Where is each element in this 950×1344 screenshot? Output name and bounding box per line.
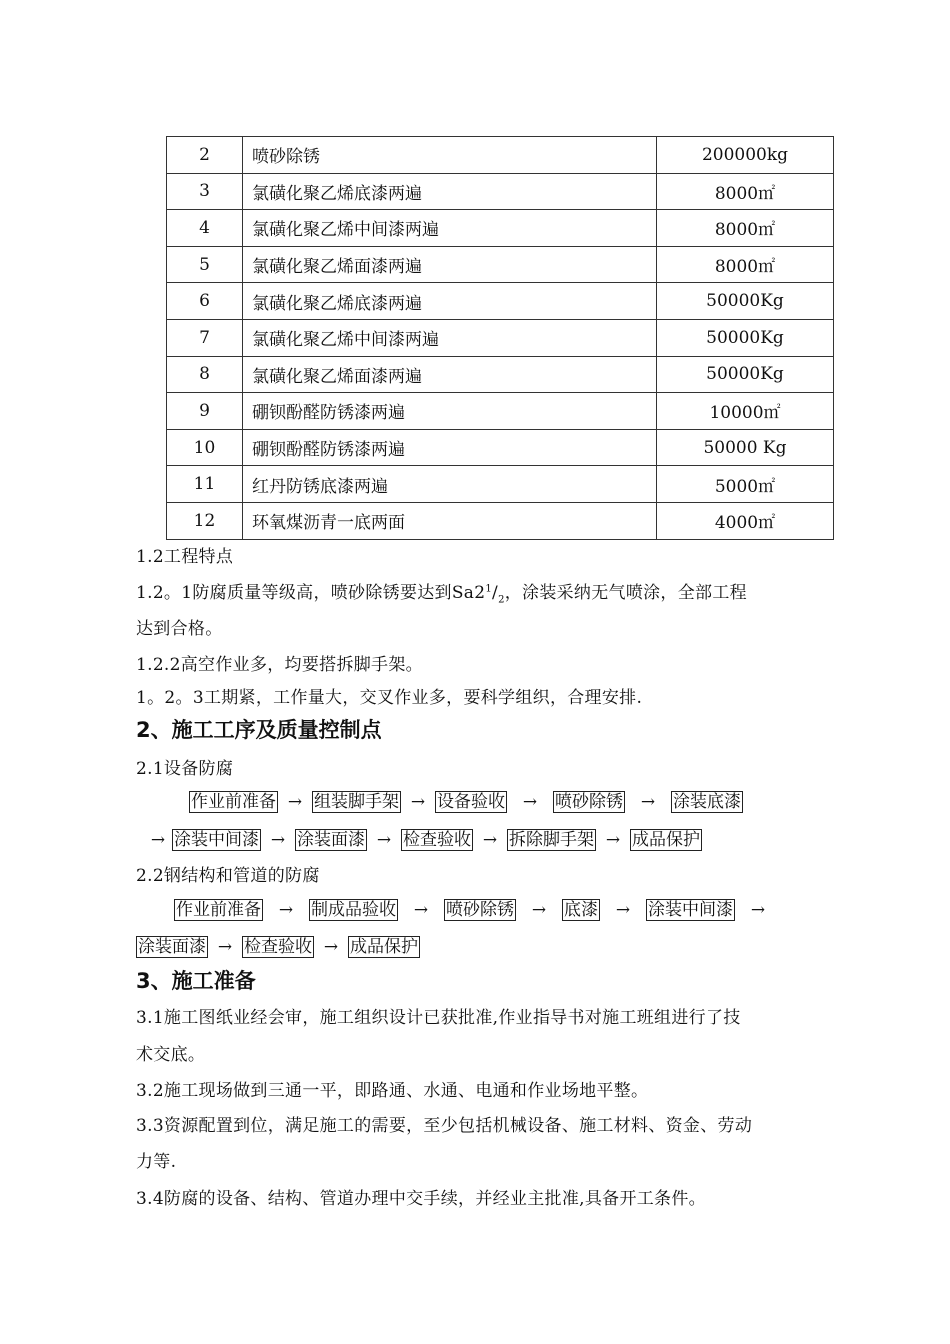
item-name-cell: 硼钡酚醛防锈漆两遍 xyxy=(243,429,657,466)
flow-step: 组装脚手架 xyxy=(314,792,399,812)
quantity-cell: 50000 Kg xyxy=(657,429,834,466)
flow-step: 涂装底漆 xyxy=(673,792,741,812)
arrow-icon: → xyxy=(376,830,392,850)
quantity-cell: 50000Kg xyxy=(657,283,834,320)
table-row xyxy=(167,210,834,247)
row-number-cell: 11 xyxy=(167,466,243,503)
arrow-icon: → xyxy=(270,830,286,850)
quantity-cell: 5000㎡ xyxy=(657,466,834,503)
paragraph-1-2-1 xyxy=(136,578,747,605)
arrow-icon: → xyxy=(605,830,621,850)
quantity-cell: 10000㎡ xyxy=(657,393,834,430)
quantity-cell: 8000㎡ xyxy=(657,210,834,247)
row-number-cell: 8 xyxy=(167,356,243,393)
paragraph-3-2: 3.2施工现场做到三通一平，即路通、水通、电通和作业场地平整。 xyxy=(136,1081,649,1101)
row-number-cell: 2 xyxy=(167,137,243,174)
arrow-icon: → xyxy=(413,900,429,920)
row-number-cell: 10 xyxy=(167,429,243,466)
item-name-cell: 氯磺化聚乙烯底漆两遍 xyxy=(243,173,657,210)
arrow-icon: → xyxy=(287,792,303,812)
quantity-cell: 50000Kg xyxy=(657,356,834,393)
row-number-cell: 7 xyxy=(167,319,243,356)
quantity-cell: 200000kg xyxy=(657,137,834,174)
flow-step: 制成品验收 xyxy=(311,900,396,920)
row-number-cell: 12 xyxy=(167,502,243,539)
flow-step: 设备验收 xyxy=(437,792,505,812)
item-name-cell: 氯磺化聚乙烯面漆两遍 xyxy=(243,356,657,393)
table-row xyxy=(167,393,834,430)
paragraph-3-1-cont: 术交底。 xyxy=(136,1045,206,1065)
item-name-cell: 氯磺化聚乙烯中间漆两遍 xyxy=(243,319,657,356)
table-row xyxy=(167,173,834,210)
arrow-icon: → xyxy=(522,792,538,812)
paragraph-3-1: 3.1施工图纸业经会审，施工组织设计已获批准,作业指导书对施工班组进行了技 xyxy=(136,1008,741,1028)
item-name-cell: 氯磺化聚乙烯中间漆两遍 xyxy=(243,210,657,247)
flow-step: 涂装面漆 xyxy=(138,937,206,957)
quantity-cell: 4000㎡ xyxy=(657,502,834,539)
flow-step: 检查验收 xyxy=(244,937,312,957)
paragraph-3-3-cont: 力等. xyxy=(136,1152,177,1172)
flow-step: 涂装中间漆 xyxy=(648,900,733,920)
item-name-cell: 环氧煤沥青一底两面 xyxy=(243,502,657,539)
table-row xyxy=(167,246,834,283)
fraction-slash: / xyxy=(492,583,499,603)
flow-step: 喷砂除锈 xyxy=(446,900,514,920)
quantity-cell: 50000Kg xyxy=(657,319,834,356)
subsection-2-2: 2.2钢结构和管道的防腐 xyxy=(136,866,320,886)
arrow-icon: → xyxy=(150,830,166,850)
flow-step: 涂装中间漆 xyxy=(174,830,259,850)
flow-step: 检查验收 xyxy=(403,830,471,850)
paragraph-1-2-1-cont: 达到合格。 xyxy=(136,619,223,639)
quantity-table-body xyxy=(167,137,834,540)
table-row xyxy=(167,319,834,356)
arrow-icon: → xyxy=(531,900,547,920)
paragraph-3-4: 3.4防腐的设备、结构、管道办理中交手续，并经业主批准,具备开工条件。 xyxy=(136,1189,706,1209)
item-name-cell: 氯磺化聚乙烯面漆两遍 xyxy=(243,246,657,283)
table-row xyxy=(167,502,834,539)
paragraph-text: 1.2。1防腐质量等级高，喷砂除锈要达到Sa2 xyxy=(136,583,486,603)
flow-structure-line-2 xyxy=(136,932,420,957)
flow-step: 作业前准备 xyxy=(176,900,261,920)
flow-equipment-line-1 xyxy=(189,787,743,812)
item-name-cell: 硼钡酚醛防锈漆两遍 xyxy=(243,393,657,430)
paragraph-1-2-3: 1。2。3工期紧，工作量大，交叉作业多，要科学组织，合理安排. xyxy=(136,688,643,708)
item-name-cell: 喷砂除锈 xyxy=(243,137,657,174)
flow-step: 拆除脚手架 xyxy=(509,830,594,850)
table-row xyxy=(167,356,834,393)
item-name-cell: 氯磺化聚乙烯底漆两遍 xyxy=(243,283,657,320)
arrow-icon: → xyxy=(482,830,498,850)
row-number-cell: 9 xyxy=(167,393,243,430)
heading-section-2: 2、施工工序及质量控制点 xyxy=(136,718,382,742)
flow-step: 涂装面漆 xyxy=(297,830,365,850)
heading-section-3: 3、施工准备 xyxy=(136,969,256,993)
row-number-cell: 5 xyxy=(167,246,243,283)
table-row xyxy=(167,429,834,466)
quantity-cell: 8000㎡ xyxy=(657,173,834,210)
table-row xyxy=(167,137,834,174)
quantity-table xyxy=(166,136,834,540)
subscript: 2 xyxy=(498,594,505,606)
table-row xyxy=(167,466,834,503)
superscript: 1 xyxy=(485,583,493,595)
row-number-cell: 6 xyxy=(167,283,243,320)
arrow-icon: → xyxy=(615,900,631,920)
quantity-cell: 8000㎡ xyxy=(657,246,834,283)
row-number-cell: 4 xyxy=(167,210,243,247)
section-title-1-2: 1.2工程特点 xyxy=(136,547,234,567)
paragraph-3-3: 3.3资源配置到位，满足施工的需要，至少包括机械设备、施工材料、资金、劳动 xyxy=(136,1116,753,1136)
arrow-icon: → xyxy=(278,900,294,920)
arrow-icon: → xyxy=(323,937,339,957)
flow-structure-line-1 xyxy=(174,895,781,920)
paragraph-text: ，涂装采纳无气喷涂，全部工程 xyxy=(504,583,747,603)
arrow-icon: → xyxy=(750,900,766,920)
item-name-cell: 红丹防锈底漆两遍 xyxy=(243,466,657,503)
flow-step: 底漆 xyxy=(564,900,598,920)
subsection-2-1: 2.1设备防腐 xyxy=(136,759,234,779)
arrow-icon: → xyxy=(217,937,233,957)
paragraph-1-2-2: 1.2.2高空作业多，均要搭拆脚手架。 xyxy=(136,655,423,675)
flow-step: 作业前准备 xyxy=(191,792,276,812)
row-number-cell: 3 xyxy=(167,173,243,210)
flow-step: 成品保护 xyxy=(350,937,418,957)
arrow-icon: → xyxy=(410,792,426,812)
flow-step: 成品保护 xyxy=(632,830,700,850)
flow-step: 喷砂除锈 xyxy=(555,792,623,812)
table-row xyxy=(167,283,834,320)
flow-equipment-line-2 xyxy=(144,825,702,850)
arrow-icon: → xyxy=(640,792,656,812)
